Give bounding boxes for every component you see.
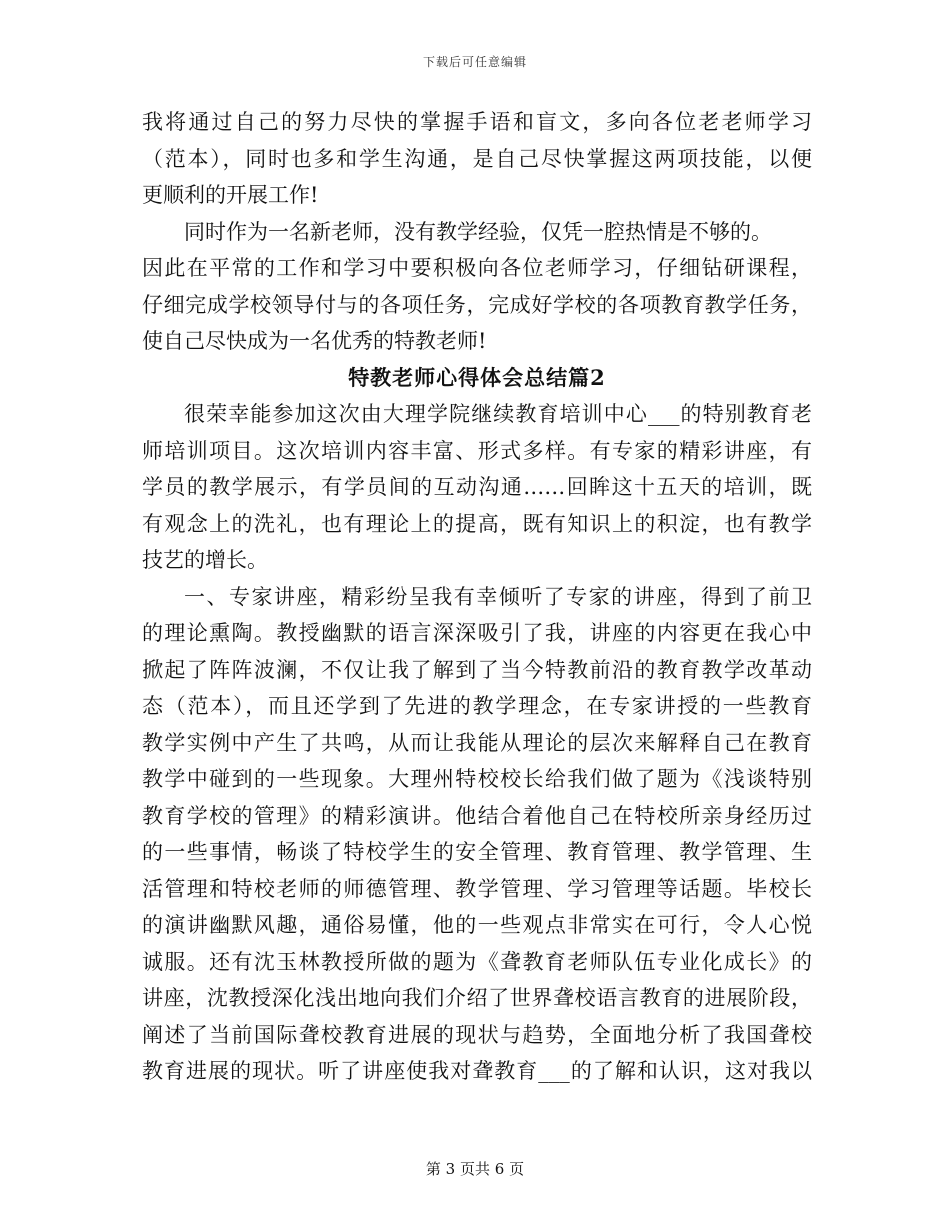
text-line: 使自己尽快成为一名优秀的特教老师! bbox=[142, 329, 487, 353]
text-line: 教学实例中产生了共鸣，从而让我能从理论的层次来解释自己在教育 bbox=[142, 730, 812, 755]
text-line: 的理论熏陶。教授幽默的语言深深吸引了我，讲座的内容更在我心中 bbox=[142, 621, 812, 645]
header-note: 下载后可任意编辑 bbox=[422, 55, 527, 69]
text-line: 掀起了阵阵波澜，不仅让我了解到了当今特教前沿的教育教学改革动 bbox=[142, 657, 812, 682]
text-line: 很荣幸能参加这次由大理学院继续教育培训中心___的特别教育老 bbox=[184, 402, 812, 426]
text-line: 学员的教学展示，有学员间的互动沟通……回眸这十五天的培训，既 bbox=[142, 475, 812, 499]
text-line: 的一些事情，畅谈了特校学生的安全管理、教育管理、教学管理、生 bbox=[142, 840, 812, 864]
document-body bbox=[142, 104, 812, 1090]
text-line: 诚服。还有沈玉林教授所做的题为《聋教育老师队伍专业化成长》的 bbox=[142, 949, 812, 974]
text-line: 教学中碰到的一些现象。大理州特校校长给我们做了题为《浅谈特别 bbox=[142, 767, 812, 791]
text-line: 教育进展的现状。听了讲座使我对聋教育___的了解和认识，这对我以 bbox=[142, 1059, 812, 1083]
text-line: 技艺的增长。 bbox=[142, 548, 268, 572]
page-number: 第 3 页共 6 页 bbox=[425, 1160, 525, 1178]
text-line: 态（范本），而且还学到了先进的教学理念，在专家讲授的一些教育 bbox=[142, 694, 812, 718]
text-line: 的演讲幽默风趣，通俗易懂，他的一些观点非常实在可行，令人心悦 bbox=[142, 913, 812, 937]
text-line: 我将通过自己的努力尽快的掌握手语和盲文，多向各位老老师学习 bbox=[142, 110, 812, 134]
text-line: 因此在平常的工作和学习中要积极向各位老师学习，仔细钻研课程， bbox=[142, 256, 812, 280]
text-line: 有观念上的洗礼，也有理论上的提高，既有知识上的积淀，也有教学 bbox=[142, 511, 812, 536]
text-line: 一、专家讲座，精彩纷呈我有幸倾听了专家的讲座，得到了前卫 bbox=[184, 584, 812, 609]
text-line: 讲座，沈教授深化浅出地向我们介绍了世界聋校语言教育的进展阶段， bbox=[142, 986, 812, 1010]
text-line: 仔细完成学校领导付与的各项任务，完成好学校的各项教育教学任务， bbox=[142, 292, 812, 317]
text-line: 师培训项目。这次培训内容丰富、形式多样。有专家的精彩讲座，有 bbox=[142, 438, 812, 463]
text-line: 教育学校的管理》的精彩演讲。他结合着他自己在特校所亲身经历过 bbox=[142, 803, 812, 828]
text-line: 更顺利的开展工作! bbox=[142, 183, 319, 207]
text-line: （范本），同时也多和学生沟通，是自己尽快掌握这两项技能，以便 bbox=[142, 146, 812, 171]
section-title: 特教老师心得体会总结篇2 bbox=[348, 364, 606, 390]
text-line: 同时作为一名新老师，没有教学经验，仅凭一腔热情是不够的。 bbox=[184, 219, 772, 244]
text-line: 阐述了当前国际聋校教育进展的现状与趋势，全面地分析了我国聋校 bbox=[142, 1022, 812, 1047]
text-line: 活管理和特校老师的师德管理、教学管理、学习管理等话题。毕校长 bbox=[142, 876, 812, 901]
